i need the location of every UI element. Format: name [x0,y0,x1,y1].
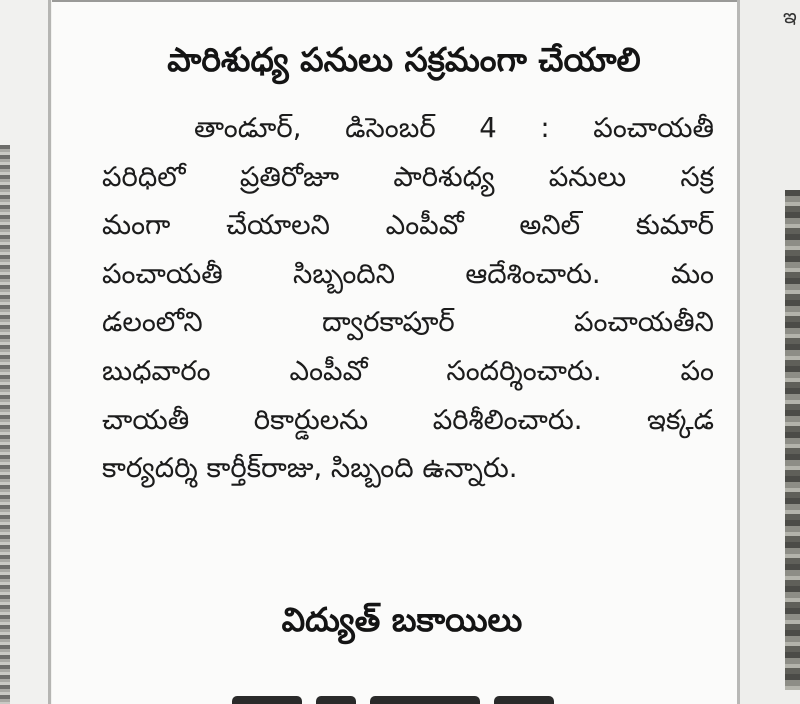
article-body [102,104,714,493]
next-article-headline: విద్యుత్ బకాయిలు [281,600,523,639]
column-top-rule [52,0,737,2]
body-line: పరిధిలో ప్రతిరోజూ పారిశుధ్య పనులు సక్ర [102,160,714,193]
body-line: తాండూర్, డిసెంబర్ 4 : పంచాయతీ [194,112,714,144]
body-line: చాయతీ రికార్డులను పరిశీలించారు. ఇక్కడ [102,403,714,436]
left-column-rule [48,0,51,704]
left-adjacent-column [0,0,52,704]
body-line: మంగా చేయాలని ఎంపీవో అనిల్ కుమార్ [102,209,714,242]
body-line: పంచాయతీ సిబ్బందిని ఆదేశించారు. మం [102,257,714,290]
right-column-rule [737,0,740,704]
cropped-text-line [232,688,622,704]
right-photo-fragment [785,190,800,690]
right-column-text-fragment: ఇ [783,4,797,28]
body-line: కార్యదర్శి కార్తీక్‌రాజు, సిబ్బంది ఉన్నారు. [102,452,518,485]
article-headline: పారిశుధ్య పనులు సక్రమంగా చేయాలి [167,40,641,79]
body-line: బుధవారం ఎంపీవో సందర్శించారు. పం [102,354,714,387]
article-column [52,0,737,704]
body-line: డలంలోని ద్వారకాపూర్ పంచాయతీని [102,306,714,339]
right-adjacent-column [737,0,800,704]
left-photo-fragment [0,145,10,704]
